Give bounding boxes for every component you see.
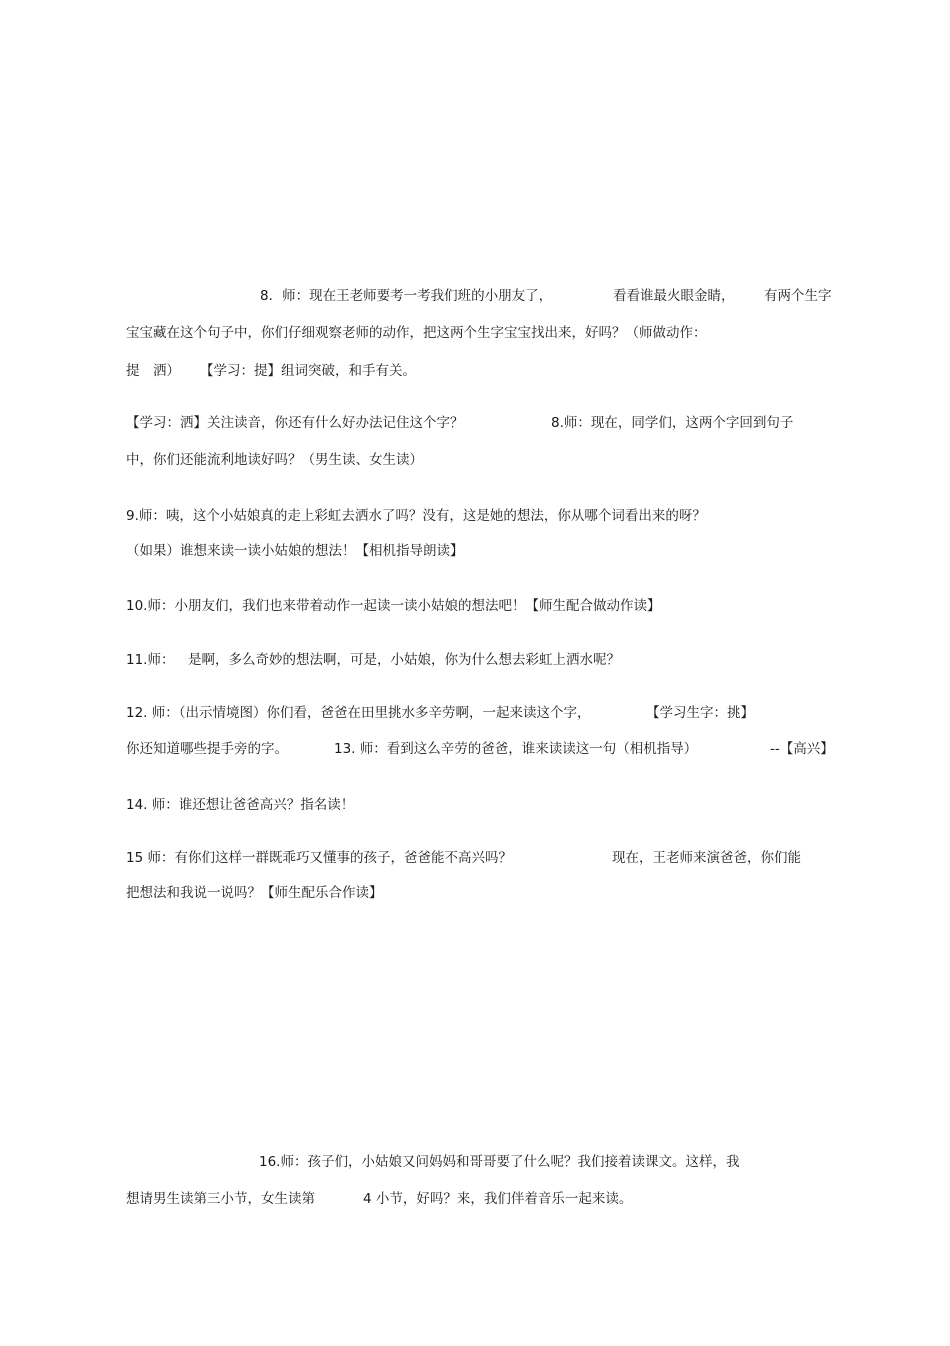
text-line: 10.师：小朋友们，我们也来带着动作一起读一读小姑娘的想法吧！【师生配合做动作读】 [126, 598, 661, 614]
text-line: （如果）谁想来读一读小姑娘的想法！【相机指导朗读】 [126, 543, 464, 559]
text-line: 提 洒） [126, 363, 180, 379]
text-line: 看看谁最火眼金睛， [613, 288, 735, 304]
text-line: 【学习：提】组词突破，和手有关。 [200, 363, 416, 379]
text-line: 14. 师：谁还想让爸爸高兴？指名读！ [126, 797, 355, 813]
text-line: 12. 师：（出示情境图）你们看，爸爸在田里挑水多辛劳啊，一起来读这个字， [126, 705, 591, 721]
text-line: 13. 师：看到这么辛劳的爸爸，谁来读读这一句（相机指导） [334, 741, 698, 757]
text-line: 你还知道哪些提手旁的字。 [126, 741, 288, 757]
text-line: 16.师：孩子们，小姑娘又问妈妈和哥哥要了什么呢？我们接着读课文。这样，我 [259, 1154, 740, 1170]
text-line: 想请男生读第三小节，女生读第 [126, 1191, 315, 1207]
text-line: 9.师：咦，这个小姑娘真的走上彩虹去洒水了吗？没有，这是她的想法，你从哪个词看出来的呀？ [126, 508, 706, 524]
text-line: 中，你们还能流利地读好吗？（男生读、女生读） [126, 452, 423, 468]
text-line: 宝宝藏在这个句子中，你们仔细观察老师的动作，把这两个生字宝宝找出来，好吗？（师做动作： [126, 325, 707, 341]
text-line: 现在，王老师来演爸爸，你们能 [612, 850, 801, 866]
text-line: 15 师：有你们这样一群既乖巧又懂事的孩子，爸爸能不高兴吗？ [126, 850, 512, 866]
text-line: 8.师：现在，同学们，这两个字回到句子 [551, 415, 794, 431]
text-line: 8．师：现在王老师要考一考我们班的小朋友了， [260, 288, 553, 304]
text-line: 有两个生字 [764, 288, 832, 304]
text-line: 【学习：洒】关注读音，你还有什么好办法记住这个字？ [126, 415, 464, 431]
text-line: --【高兴】 [770, 741, 834, 757]
text-line: 4 小节，好吗？来，我们伴着音乐一起来读。 [363, 1191, 633, 1207]
text-line: 是啊，多么奇妙的想法啊，可是，小姑娘，你为什么想去彩虹上洒水呢？ [188, 652, 620, 668]
text-line: 【学习生字：挑】 [646, 705, 754, 721]
text-line: 11.师： [126, 652, 175, 668]
text-line: 把想法和我说一说吗？【师生配乐合作读】 [126, 885, 383, 901]
